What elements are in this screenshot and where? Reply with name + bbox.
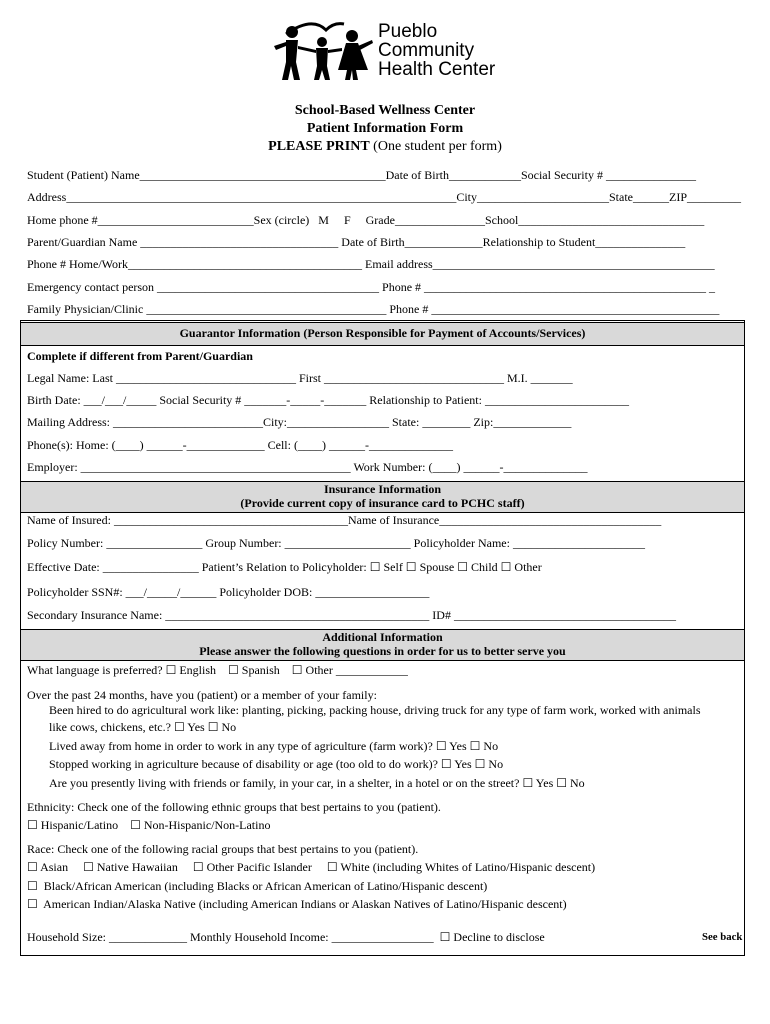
phone-email-line[interactable]: Phone # Home/Work_______________________________________ Email address_______________________________________________ [27, 257, 715, 271]
pchc-logo-figures [272, 18, 376, 82]
effective-date-line[interactable]: Effective Date: ________________ Patient’s Relation to Policyholder: ☐ Self ☐ Spouse ☐ Child ☐ Other [27, 560, 542, 574]
student-name-line[interactable]: Student (Patient) Name_________________________________________Date of Birth____________Social Security # _______________ [27, 168, 696, 182]
race-options-row1[interactable]: ☐ Asian ☐ Native Hawaiian ☐ Other Pacific Islander ☐ White (including Whites of Latino/Hispanic descent) [27, 860, 596, 874]
ethnicity-question: Ethnicity: Check one of the following ethnic groups that best pertains to you (patient). [27, 800, 441, 814]
address-line[interactable]: Address_________________________________________________________________City______________________State______ZIP_________ [27, 190, 741, 204]
secondary-insurance-line[interactable]: Secondary Insurance Name: ____________________________________________ ID# _____________________________________ [27, 608, 676, 622]
mailing-address-line[interactable]: Mailing Address: _________________________City:_________________ State: ________ Zip:_____________ [27, 415, 572, 429]
insurance-instruction: (Provide current copy of insurance card to PCHC staff) [240, 496, 525, 510]
org-name-line1: Pueblo [378, 21, 438, 42]
form-title: Patient Information Form [306, 121, 464, 136]
employer-line[interactable]: Employer: _____________________________________________ Work Number: (____) ______-______________ [27, 460, 588, 474]
lived-away-question[interactable]: Lived away from home in order to work in any type of agriculture (farm work)? ☐ Yes ☐ No [49, 739, 499, 753]
race-option-american-indian[interactable]: ☐ American Indian/Alaska Native (including American Indians or Alaskan Natives of Latino/Hispanic descent) [27, 897, 567, 911]
policyholder-ssn-line[interactable]: Policyholder SSN#: ___/_____/______ Policyholder DOB: ___________________ [27, 585, 430, 599]
org-name-line3: Health Center [378, 59, 496, 80]
birth-date-line[interactable]: Birth Date: ___/___/_____ Social Security # _______-_____-_______ Relationship to Patient: ________________________ [27, 393, 629, 407]
ethnicity-options[interactable]: ☐ Hispanic/Latino ☐ Non-Hispanic/Non-Latino [27, 818, 271, 832]
past-24-months-question: Over the past 24 months, have you (patient) or a member of your family: [27, 688, 377, 702]
race-question: Race: Check one of the following racial groups that best pertains to you (patient). [27, 842, 419, 856]
name-of-insured-line[interactable]: Name of Insured: _______________________________________Name of Insurance_____________________________________ [27, 513, 662, 527]
additional-title: Additional Information [322, 630, 443, 644]
household-income-line[interactable]: Household Size: _____________ Monthly Household Income: _________________ ☐ Decline to disclose [27, 930, 545, 944]
family-physician-line[interactable]: Family Physician/Clinic ________________________________________ Phone # ________________________________________________ [27, 302, 720, 316]
legal-name-line[interactable]: Legal Name: Last ______________________________ First ______________________________ M.I. _______ [27, 371, 573, 385]
policy-number-line[interactable]: Policy Number: ________________ Group Number: _____________________ Policyholder Name: ______________________ [27, 536, 645, 550]
emergency-contact-line[interactable]: Emergency contact person _____________________________________ Phone # _______________________________________________ _ [27, 280, 716, 294]
guarantor-subheading: Complete if different from Parent/Guardian [27, 349, 253, 363]
insurance-title: Insurance Information [323, 482, 441, 496]
insurance-band [21, 481, 744, 513]
stopped-working-question[interactable]: Stopped working in agriculture because of disability or age (too old to do work)? ☐ Yes ☐ No [49, 757, 504, 771]
language-preference-line[interactable]: What language is preferred? ☐ English ☐ Spanish ☐ Other ____________ [27, 663, 408, 677]
print-instruction: PLEASE PRINT (One student per form) [268, 139, 502, 154]
org-name-line2: Community [378, 40, 475, 61]
living-situation-question[interactable]: Are you presently living with friends or family, in your car, in a shelter, in a hotel or on the street? ☐ Yes ☐ No [49, 776, 585, 790]
parent-guardian-line[interactable]: Parent/Guardian Name _________________________________ Date of Birth_____________Relationship to Student_______________ [27, 235, 686, 249]
agricultural-work-answer[interactable]: like cows, chickens, etc.? ☐ Yes ☐ No [49, 720, 237, 734]
guarantor-phones-line[interactable]: Phone(s): Home: (____) ______-_____________ Cell: (____) ______-______________ [27, 438, 453, 452]
agricultural-work-question: Been hired to do agricultural work like: planting, picking, packing house, driving truck for any type of farm work, worked with animals [49, 703, 701, 717]
see-back-note: See back [702, 931, 743, 943]
race-option-black[interactable]: ☐ Black/African American (including Blacks or African American of Latino/Hispanic descent) [27, 879, 488, 893]
guarantor-band: Guarantor Information (Person Responsible for Payment of Accounts/Services) [21, 322, 744, 346]
form-title-center: School-Based Wellness Center [294, 103, 476, 118]
additional-band [21, 629, 744, 661]
additional-instruction: Please answer the following questions in order for us to better serve you [199, 644, 566, 658]
home-phone-line[interactable]: Home phone #__________________________Sex (circle) M F Grade_______________School_______________________________ [27, 213, 705, 227]
